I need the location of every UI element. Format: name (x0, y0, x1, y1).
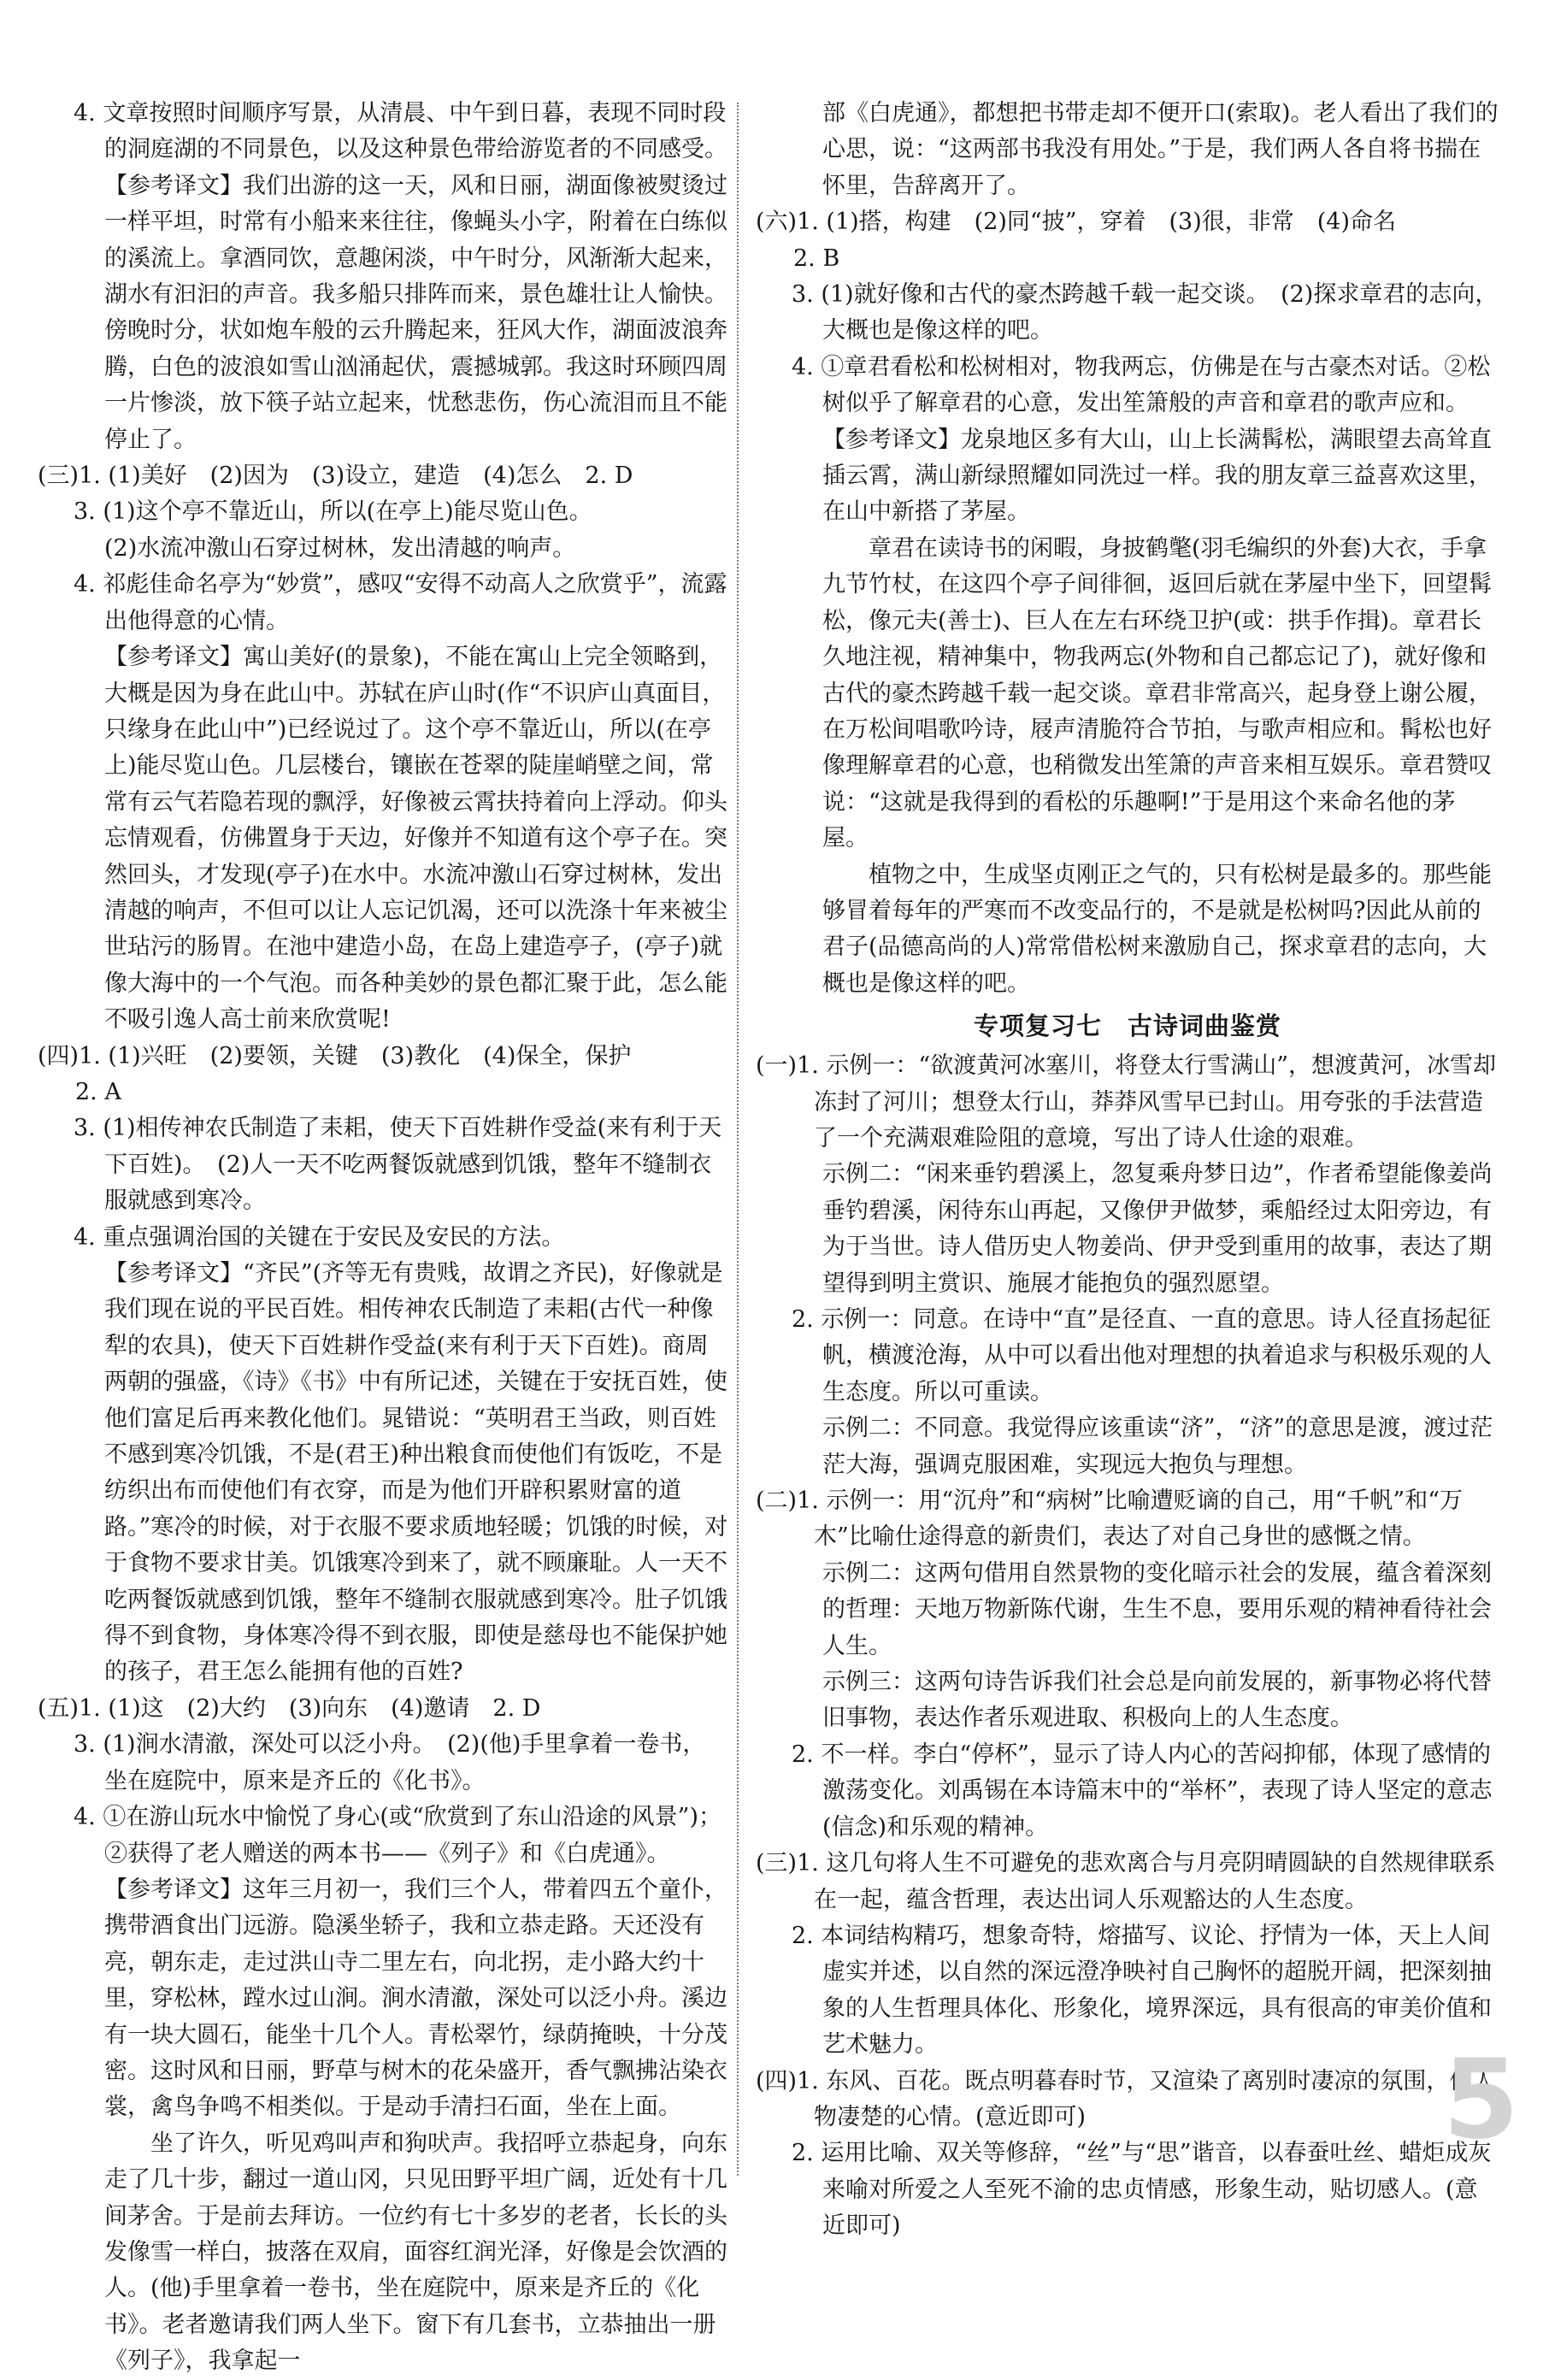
answer-paragraph: (2)水流冲激山石穿过树林，发出清越的响声。 (104, 534, 576, 562)
answer-paragraph: 部《白虎通》，都想把书带走却不便开口(索取)。老人看出了我们的心思，说：“这两部书我没有用处。”于是，我们两人各自将书揣在怀里，告辞离开了。 (822, 100, 1499, 199)
answer-paragraph: (一)1. 示例一：“欲渡黄河冰塞川，将登太行雪满山”，想渡黄河，冰雪却冻封了河川；想登太行山，莽莽风雪早已封山。用夸张的手法营造了一个充满艰难险阻的意境，写出了诗人仕途的艰难。 (756, 1052, 1497, 1152)
answer-paragraph: 【参考译文】我们出游的这一天，风和日丽，湖面像被熨烫过一样平坦，时常有小船来来往往，像蝇头小字，附着在白练似的溪流上。拿酒同饮，意趣闲淡，中午时分，风渐渐大起来，湖水有汩汩的声音。我多船只排阵而来，景色雄壮让人愉快。傍晚时分，状如炮车般的云升腾起来，狂风大作，湖面波浪奔腾，白色的波浪如雪山汹涌起伏，震撼城郭。我这时环顾四周一片惨淡，放下筷子站立起来，忧愁悲伤，伤心流泪而且不能停止了。 (104, 172, 727, 453)
answer-paragraph: 示例二：不同意。我觉得应该重读“济”，“济”的意思是渡，渡过茫茫大海，强调克服困难，实现远大抱负与理想。 (822, 1415, 1493, 1478)
answer-paragraph: (三)1. (1)美好 (2)因为 (3)设立，建造 (4)怎么 2. D (38, 462, 633, 490)
answer-paragraph: 2. 本词结构精巧，想象奇特，熔描写、议论、抒情为一体，天上人间虚实并述，以自然的深远澄净映衬自己胸怀的超脱开阔，把深刻抽象的人生哲理具体化、形象化，境界深远，具有很高的审美价值和艺术魅力。 (792, 1922, 1492, 2059)
answer-paragraph: (三)1. 这几句将人生不可避免的悲欢离合与月亮阴晴圆缺的自然规律联系在一起，蕴含哲理，表达出词人乐观豁达的人生态度。 (756, 1850, 1496, 1913)
answer-paragraph: 3. (1)相传神农氏制造了耒耜，使天下百姓耕作受益(来有利于天下百姓)。 (2)人一天不吃两餐饭就感到饥饿，整年不缝制衣服就感到寒冷。 (74, 1115, 722, 1215)
section-heading: 专项复习七 古诗词曲鉴赏 (973, 1011, 1281, 1041)
answer-paragraph: 2. 示例一：同意。在诗中“直”是径直、一直的意思。诗人径直扬起征帆，横渡沧海，从中可以看出他对理想的执着追求与积极乐观的人生态度。所以可重读。 (792, 1306, 1492, 1405)
answer-paragraph: 【参考译文】寓山美好(的景象)，不能在寓山上完全领略到，大概是因为身在此山中。苏轼在庐山时(作“不识庐山真面目，只缘身在此山中”)已经说过了。这个亭不靠近山，所以(在亭上)能尽览山色。几层楼台，镶嵌在苍翠的陡崖峭壁之间，常常有云气若隐若现的飘浮，好像被云霄扶持着向上浮动。仰头忘情观看，仿佛置身于天边，好像并不知道有这个亭子在。突然回头，才发现(亭子)在水中。水流冲激山石穿过树林，发出清越的响声，不但可以让人忘记饥渴，还可以洗涤十年来被尘世玷污的肠胃。在池中建造小岛，在岛上建造亭子，(亭子)就像大海中的一个气泡。而各种美妙的景色都汇聚于此，怎么能不吸引逸人高士前来欣赏呢! (104, 644, 727, 1034)
answer-paragraph: 2. 运用比喻、双关等修辞，“丝”与“思”谐音，以春蚕吐丝、蜡炬成灰来喻对所爱之人至死不渝的忠贞情感，形象生动，贴切感人。(意近即可) (792, 2140, 1492, 2240)
answer-paragraph: 2. 不一样。李白“停杯”，显示了诗人内心的苦闷抑郁，体现了感情的激荡变化。刘禹锡在本诗篇末中的“举杯”，表现了诗人坚定的意志(信念)和乐观的精神。 (792, 1741, 1493, 1841)
answer-paragraph: 3. (1)这个亭不靠近山，所以(在亭上)能尽览山色。 (74, 498, 592, 526)
column-divider (737, 103, 739, 2176)
answer-paragraph: 4. 祁彪佳命名亭为“妙赏”，感叹“安得不动高人之欣赏乎”，流露出他得意的心情。 (74, 571, 727, 634)
answer-paragraph: 示例二：“闲来垂钓碧溪上，忽复乘舟梦日边”，作者希望能像姜尚垂钓碧溪，闲待东山再起，又像伊尹做梦，乘船经过太阳旁边，有为于当世。诗人借历史人物姜尚、伊尹受到重用的故事，表达了期望得到明主赏识、施展才能抱负的强烈愿望。 (822, 1161, 1493, 1297)
answer-paragraph: 示例二：这两句借用自然景物的变化暗示社会的发展，蕴含着深刻的哲理：天地万物新陈代谢，生生不息，要用乐观的精神看待社会人生。 (822, 1559, 1492, 1659)
answer-paragraph: 4. 文章按照时间顺序写景，从清晨、中午到日暮，表现不同时段的洞庭湖的不同景色，以及这种景色带给游览者的不同感受。 (74, 100, 727, 163)
page-number: 5 (1442, 2036, 1519, 2164)
left-column (38, 96, 728, 2380)
answer-paragraph: 3. (1)就好像和古代的豪杰跨越千载一起交谈。 (2)探求章君的志向，大概也是像这样的吧。 (792, 281, 1499, 345)
answer-paragraph: 【参考译文】龙泉地区多有大山，山上长满髯松，满眼望去高耸直插云霄，满山新绿照耀如同洗过一样。我的朋友章三益喜欢这里，在山中新搭了茅屋。 (822, 426, 1492, 526)
answer-paragraph: 2. B (793, 244, 840, 272)
answer-paragraph: 植物之中，生成坚贞刚正之气的，只有松树是最多的。那些能够冒着每年的严寒而不改变品行的，不是就是松树吗?因此从前的君子(品德高尚的人)常常借松树来激励自己，探求章君的志向，大概也是像这样的吧。 (822, 861, 1492, 997)
answer-paragraph: (六)1. (1)搭，构建 (2)同“披”，穿着 (3)很，非常 (4)命名 (756, 209, 1396, 236)
answer-paragraph: 3. (1)涧水清澈，深处可以泛小舟。 (2)(他)手里拿着一卷书，坐在庭院中，原来是齐丘的《化书》。 (74, 1731, 706, 1794)
answer-paragraph: 【参考译文】这年三月初一，我们三个人，带着四五个童仆，携带酒食出门远游。隐溪坐轿子，我和立恭走路。天还没有亮，朝东走，走过洪山寺二里左右，向北拐，走小路大约十里，穿松林，蹚水过山涧。涧水清澈，深处可以泛小舟。溪边有一块大圆石，能坐十几个人。青松翠竹，绿荫掩映，十分茂密。这时风和日丽，野草与树木的花朵盛开，香气飘拂沾染衣裳，禽鸟争鸣不相类似。于是动手清扫石面，坐在上面。 (104, 1876, 727, 2121)
answer-paragraph: (二)1. 示例一：用“沉舟”和“病树”比喻遭贬谪的自己，用“千帆”和“万木”比喻仕途得意的新贵们，表达了对自己身世的感慨之情。 (756, 1488, 1463, 1551)
answer-paragraph: 4. ①章君看松和松树相对，物我两忘，仿佛是在与古豪杰对话。②松树似乎了解章君的心意，发出笙箫般的声音和章君的歌声应和。 (792, 353, 1491, 417)
answer-paragraph: 坐了许久，听见鸡叫声和狗吠声。我招呼立恭起身，向东走了几十步，翻过一道山冈，只见田野平坦广阔，近处有十几间茅舍。于是前去拜访。一位约有七十多岁的老者，长长的头发像雪一样白，披落在双肩，面容红润光泽，好像是会饮酒的人。(他)手里拿着一卷书，坐在庭院中，原来是齐丘的《化书》。老者邀请我们两人坐下。窗下有几套书，立恭抽出一册《列子》，我拿起一 (104, 2130, 727, 2375)
answer-paragraph: 章君在读诗书的闲暇，身披鹤氅(羽毛编织的外套)大衣，手拿九节竹杖，在这四个亭子间徘徊，返回后就在茅屋中坐下，回望髯松，像元夫(善士)、巨人在左右环绕卫护(或：拱手作揖)。章君长久地注视，精神集中，物我两忘(外物和自己都忘记了)，就好像和古代的豪杰跨越千载一起交谈。章君非常高兴，起身登上谢公履，在万松间唱歌吟诗，屐声清脆符合节拍，与歌声相应和。髯松也好像理解章君的心意，也稍微发出笙箫的声音来相互娱乐。章君赞叹说：“这就是我得到的看松的乐趣啊!”于是用这个来命名他的茅屋。 (822, 534, 1492, 852)
answer-paragraph: 示例三：这两句诗告诉我们社会总是向前发展的，新事物必将代替旧事物，表达作者乐观进取、积极向上的人生态度。 (822, 1669, 1492, 1732)
answer-paragraph: (五)1. (1)这 (2)大约 (3)向东 (4)邀请 2. D (38, 1694, 541, 1722)
right-column (756, 96, 1499, 2245)
answer-paragraph: (四)1. (1)兴旺 (2)要领，关键 (3)教化 (4)保全，保护 (38, 1042, 632, 1069)
answer-paragraph: 2. A (75, 1078, 121, 1105)
answer-paragraph: 4. 重点强调治国的关键在于安民及安民的方法。 (74, 1223, 565, 1251)
answer-paragraph: (四)1. 东风、百花。既点明暮春时节，又渲染了离别时凄凉的氛围，使人物凄楚的心情。(意近即可) (756, 2067, 1496, 2130)
answer-paragraph: 【参考译文】“齐民”(齐等无有贵贱，故谓之齐民)，好像就是我们现在说的平民百姓。相传神农氏制造了耒耜(古代一种像犁的农具)，使天下百姓耕作受益(来有利于天下百姓)。商周两朝的强盛，《诗》《书》中有所记述，关键在于安抚百姓，使他们富足后再来教化他们。晁错说：“英明君王当政，则百姓不感到寒冷饥饿，不是(君王)种出粮食而使他们有饭吃，不是纺织出布而使他们有衣穿，而是为他们开辟积累财富的道路。”寒冷的时候，对于衣服不要求质地轻暖；饥饿的时候，对于食物不要求甘美。饥饿寒冷到来了，就不顾廉耻。人一天不吃两餐饭就感到饥饿，整年不缝制衣服就感到寒冷。肚子饥饿得不到食物，身体寒冷得不到衣服，即使是慈母也不能保护她的孩子，君王怎么能拥有他的百姓? (104, 1260, 728, 1686)
answer-paragraph: 4. ①在游山玩水中愉悦了身心(或“欣赏到了东山沿途的风景”)；②获得了老人赠送的两本书——《列子》和《白虎通》。 (74, 1804, 722, 1867)
